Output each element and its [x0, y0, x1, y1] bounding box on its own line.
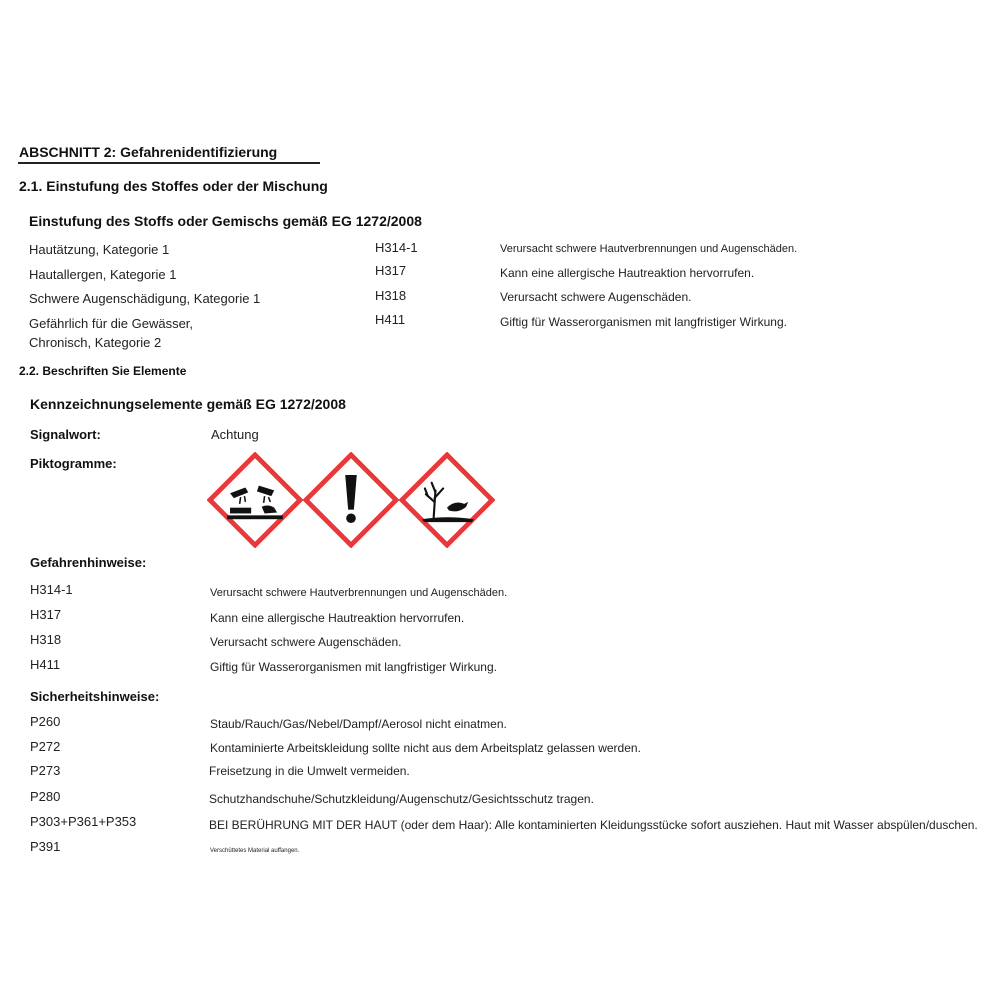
section-title: ABSCHNITT 2: Gefahrenidentifizierung [19, 144, 278, 160]
label-elements-heading: Kennzeichnungselemente gemäß EG 1272/2008 [30, 396, 346, 412]
precaution-code: P303+P361+P353 [30, 814, 137, 829]
precaution-code: P391 [30, 839, 61, 854]
precaution-code: P260 [30, 714, 61, 729]
classification-heading: Einstufung des Stoffs oder Gemischs gemäß EG 1272/2008 [29, 213, 422, 229]
hazard-code: H317 [30, 607, 62, 622]
hazard-description: Verursacht schwere Augenschäden. [210, 635, 402, 649]
precautionary-statements-label: Sicherheitshinweise: [30, 689, 160, 704]
classification-description: Giftig für Wasserorganismen mit langfristiger Wirkung. [500, 315, 787, 329]
classification-name: Hautätzung, Kategorie 1 [29, 242, 170, 257]
classification-description: Verursacht schwere Augenschäden. [500, 290, 692, 304]
hazard-statements-label: Gefahrenhinweise: [30, 555, 147, 570]
classification-name: Schwere Augenschädigung, Kategorie 1 [29, 291, 261, 306]
hazard-code: H411 [30, 657, 61, 672]
classification-code: H314-1 [375, 240, 418, 255]
classification-name: Gefährlich für die Gewässer, [29, 316, 194, 331]
hazard-description: Giftig für Wasserorganismen mit langfristiger Wirkung. [210, 660, 497, 674]
pictograms-label: Piktogramme: [30, 456, 117, 471]
subsection-2-1-title: 2.1. Einstufung des Stoffes oder der Mischung [19, 178, 328, 194]
hazard-code: H318 [30, 632, 62, 647]
hazard-code: H314-1 [30, 582, 73, 597]
section-divider [18, 162, 320, 164]
precaution-description: Kontaminierte Arbeitskleidung sollte nicht aus dem Arbeitsplatz gelassen werden. [210, 741, 641, 755]
precaution-description: Staub/Rauch/Gas/Nebel/Dampf/Aerosol nicht einatmen. [210, 717, 507, 731]
classification-code: H411 [375, 312, 406, 327]
precaution-description: Schutzhandschuhe/Schutzkleidung/Augenschutz/Gesichtsschutz tragen. [209, 792, 594, 806]
hazard-description: Verursacht schwere Hautverbrennungen und Augenschäden. [210, 587, 508, 599]
signal-word-value: Achtung [211, 427, 259, 442]
classification-code: H317 [375, 263, 407, 278]
precaution-description: Freisetzung in die Umwelt vermeiden. [209, 764, 410, 778]
precaution-code: P273 [30, 763, 61, 778]
classification-code: H318 [375, 288, 407, 303]
precaution-description: Verschüttetes Material auffangen. [210, 848, 300, 854]
classification-name-continued: Chronisch, Kategorie 2 [29, 335, 162, 350]
subsection-2-2-title: 2.2. Beschriften Sie Elemente [19, 364, 187, 378]
precaution-code: P280 [30, 789, 61, 804]
classification-description: Verursacht schwere Hautverbrennungen und Augenschäden. [500, 243, 798, 255]
hazard-description: Kann eine allergische Hautreaktion hervorrufen. [210, 611, 465, 625]
exclamation-pictogram [303, 452, 399, 548]
environment-pictogram [399, 452, 495, 548]
corrosion-pictogram [207, 452, 303, 548]
precaution-description: BEI BERÜHRUNG MIT DER HAUT (oder dem Haar): Alle kontaminierten Kleidungsstücke sofort ausziehen. Haut mit Wasser abspülen/duschen. [209, 818, 978, 832]
signal-word-label: Signalwort: [30, 427, 101, 442]
classification-name: Hautallergen, Kategorie 1 [29, 267, 177, 282]
classification-description: Kann eine allergische Hautreaktion hervorrufen. [500, 266, 755, 280]
precaution-code: P272 [30, 739, 61, 754]
